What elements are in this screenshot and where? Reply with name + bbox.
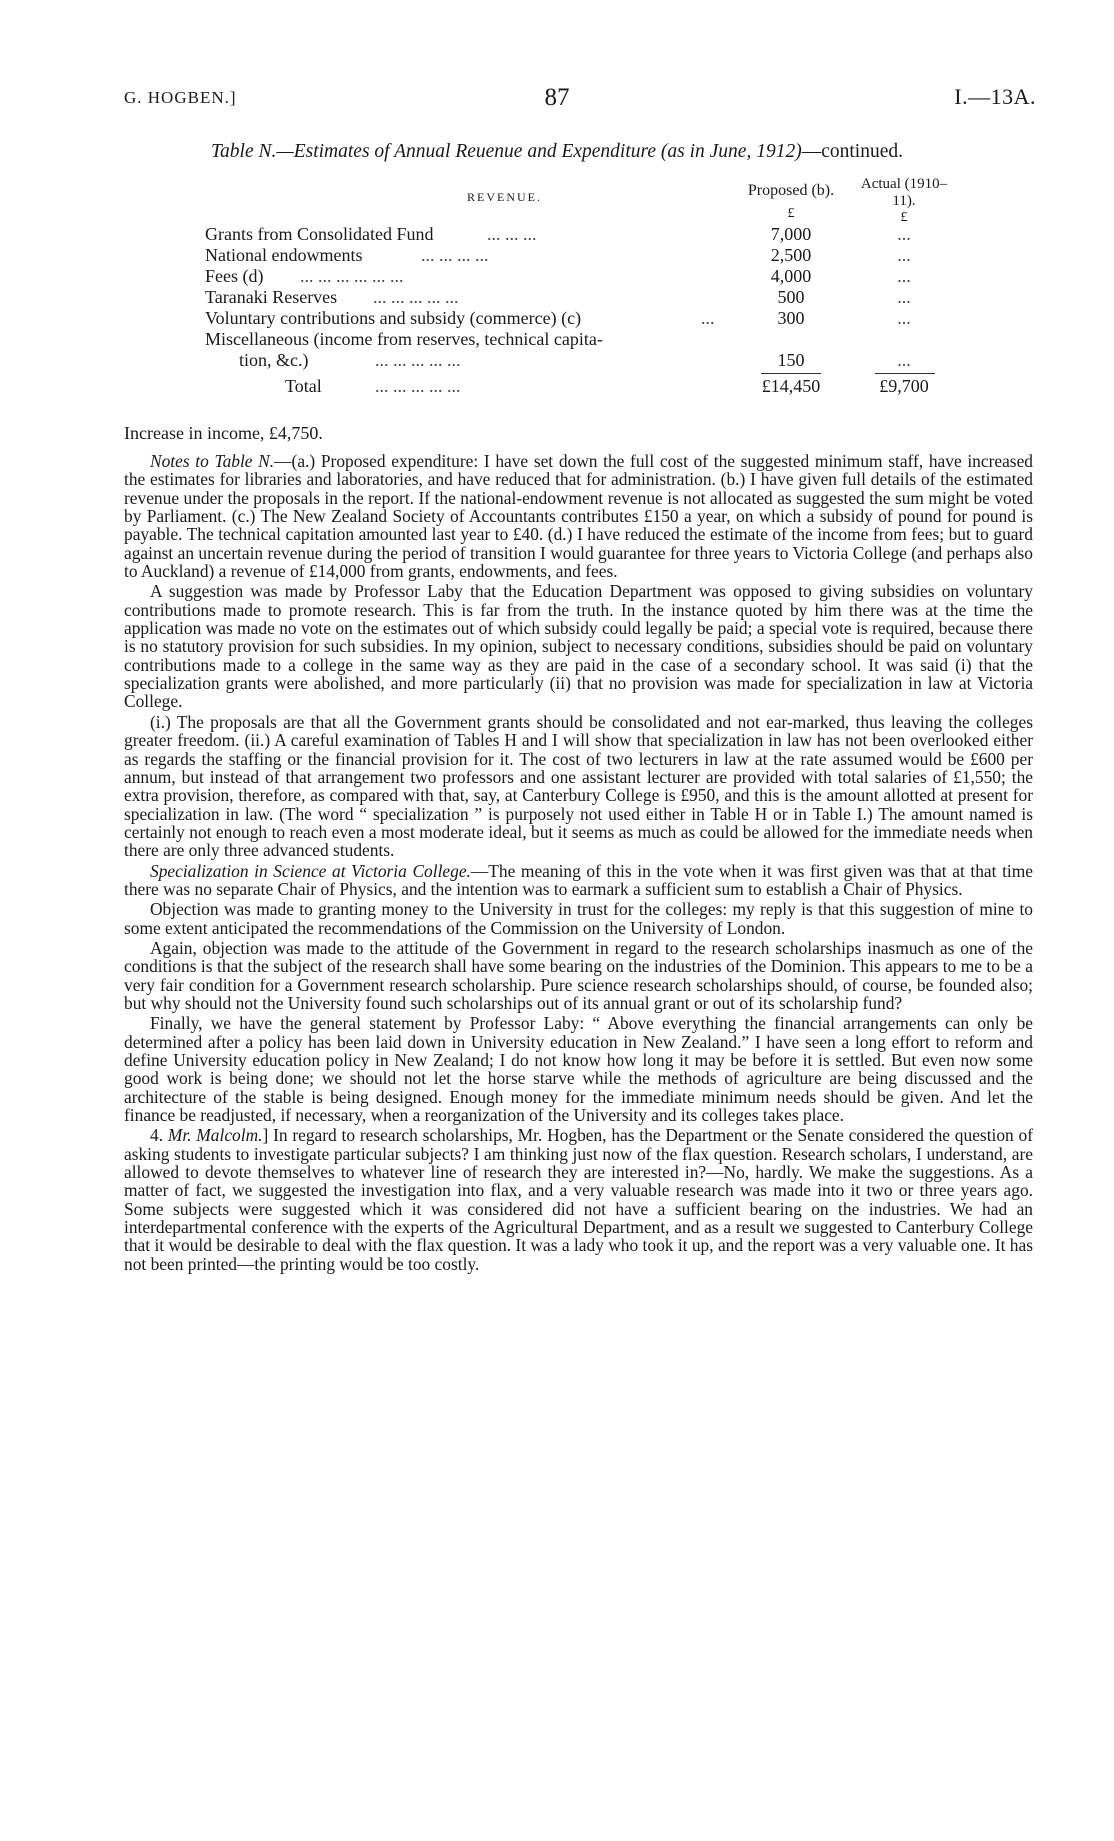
- actual-value: ...: [897, 350, 911, 370]
- actual-value: ...: [897, 287, 911, 307]
- page-number: 87: [544, 84, 570, 111]
- paragraph: Finally, we have the general statement by Professor Laby: “ Above everything the financial arrangements can only be determined after a policy has been laid down in University education in New Zealand.” I have seen a long effort to reform and define University education policy in New Zealand; I do not know how long it may be before it is settled. But even now some good work is being done; we should not let the horse starve while the methods of agriculture are being discussed and the architecture of the stable is being designed. Enough money for the immediate minimum needs should be given. And let the finance be readjusted, if necessary, when a reorganization of the University and its colleges takes place.: [124, 1013, 1033, 1126]
- row-label: Miscellaneous (income from reserves, technical capita-: [205, 329, 603, 349]
- actual-total: £9,700: [879, 376, 929, 396]
- paragraph: A suggestion was made by Professor Laby that the Education Department was opposed to giving subsidies on voluntary contributions made to promote research. This is far from the truth. In the instance quoted by him there was at the time the application was made no vote on the estimates out of which subsidy could legally be paid; a special vote is required, because there is no statutory provision for such subsidies. In my opinion, subject to necessary conditions, subsidies should be paid on voluntary contributions made to a college in the same way as they are paid in the case of a secondary school. It was said (i) that the specialization grants were abolished, and more particularly (ii) that no provision was made for specialization in law at Victoria College.: [124, 581, 1033, 712]
- table-caption-title: Table N.—Estimates of Annual Reuenue and Expenditure (as in June, 1912): [211, 141, 802, 162]
- leader-dots: ...: [701, 308, 715, 328]
- specialization-heading: Specialization in Science at Victoria College.: [150, 860, 471, 881]
- proposed-column-header: Proposed (b).: [747, 182, 835, 199]
- table-row: [205, 329, 950, 350]
- row-label: Taranaki Reserves: [205, 287, 338, 307]
- proposed-value: 2,500: [770, 245, 812, 265]
- proposed-value: 500: [777, 287, 805, 307]
- leader-dots: ... ... ... ... ... ...: [300, 266, 404, 286]
- table-row: [205, 350, 950, 371]
- leader-dots: ... ... ...: [487, 224, 537, 244]
- paragraph: (i.) The proposals are that all the Government grants should be consolidated and not ear-marked, thus leaving the colleges greater freedom. (ii.) A careful examination of Tables H and I will show that specialization in law has not been overlooked either as regards the staffing or the financial provision for it. The cost of two lecturers in law at the rate assumed would be £600 per annum, but instead of that arrangement two professors and one assistant lecturer are provided with total salaries of £1,550; the extra provision, therefore, as compared with that, say, at Canterbury College is £950, and this is the amount allotted at present for specialization in law. (The word “ specialization ” is purposely not used either in Table H or in Table I.) The amount named is certainly not enough to reach even a most moderate ideal, but it seems as much as could be allowed for the immediate needs when there are only three advanced students.: [124, 711, 1033, 861]
- table-total-row: [205, 371, 950, 401]
- table-caption-continued: —continued.: [801, 141, 903, 162]
- proposed-value: 7,000: [770, 224, 812, 244]
- actual-unit: £: [900, 210, 908, 225]
- notes-text: —(a.) Proposed expenditure: I have set down the full cost of the suggested minimum staff, have increased the estimates for libraries and laboratories, and have reduced that for administration. (b.) I have given full details of the estimated revenue under the proposals in the report. If the national-endowment revenue is not allocated as suggested the sum might be voted by Parliament. (c.) The New Zealand Society of Accountants contributes £150 a year, on which a subsidy of pound for pound is payable. The technical capitation amounted last year to £40. (d.) I have reduced the estimate of the income from fees; but to guard against an uncertain revenue during the period of transition I would guarantee for three years to Victoria College (and perhaps also to Auckland) a revenue of £14,000 from grants, endowments, and fees.: [124, 451, 1033, 582]
- row-label: tion, &c.): [239, 350, 309, 370]
- table-row: [205, 245, 950, 266]
- actual-value: ...: [897, 245, 911, 265]
- actual-value: ...: [897, 266, 911, 286]
- row-label: Fees (d): [205, 266, 264, 286]
- proposed-value: 4,000: [770, 266, 812, 286]
- leader-dots: ... ... ... ... ...: [373, 287, 459, 307]
- running-head-author: G. HOGBEN.]: [124, 88, 237, 107]
- proposed-total: £14,450: [761, 376, 821, 396]
- paragraph: Again, objection was made to the attitude of the Government in regard to the research scholarships inasmuch as one of the conditions is that the subject of the research shall have some bearing on the industries of the Dominion. This appears to me to be a very fair condition for a Government research scholarship. Pure science research scholarships should, of course, be founded also; but why should not the University found such scholarships out of its annual grant or out of its scholarship fund?: [124, 937, 1033, 1013]
- question-number: 4.: [150, 1125, 168, 1146]
- proposed-value: 150: [777, 350, 805, 370]
- specialization-text: —The meaning of this in the vote when it was first given was that at that time there was no separate Chair of Physics, and the intention was to earmark a sufficient sum to establish a Chair of Physics.: [124, 860, 1033, 899]
- revenue-column-header: REVENUE.: [467, 190, 542, 204]
- proposed-value: 300: [777, 308, 805, 328]
- total-label: Total: [285, 376, 322, 396]
- revenue-table: [205, 176, 950, 401]
- speaker-name: Mr. Malcolm.: [167, 1125, 263, 1146]
- table-row: [205, 266, 950, 287]
- leader-dots: ... ... ... ...: [421, 245, 489, 265]
- leader-dots: ... ... ... ... ...: [375, 376, 461, 396]
- table-row: [205, 308, 950, 329]
- notes-heading: Notes to Table N.: [150, 451, 275, 471]
- leader-dots: ... ... ... ... ...: [375, 350, 461, 370]
- paragraph-notes: [124, 452, 1033, 580]
- actual-value: ...: [897, 308, 911, 328]
- row-label: National endowments: [205, 245, 363, 265]
- actual-column-header: Actual (1910–11).: [860, 176, 948, 209]
- document-reference: I.—13A.: [954, 84, 1036, 109]
- table-header-row: [205, 176, 950, 224]
- question-text: ] In regard to research scholarships, Mr. Hogben, has the Department or the Senate considered the question of asking students to investigate particular subjects? I am thinking just now of the flax question. Research scholars, I understand, are allowed to devote themselves to whatever line of research they are interested in?—No, hardly. We make the suggestions. As a matter of fact, we suggested the investigation into flax, and a very valuable research was made into it two or three years ago. Some subjects were suggested which it was considered did not have a sufficient bearing on the industries. We had an interdepartmental conference with the experts of the Agricultural Department, and as a result we suggested to Canterbury College that it would be desirable to deal with the flax question. It was a lady who took it up, and the report was a very valuable one. It has not been printed—the printing would be too costly.: [124, 1125, 1034, 1274]
- paragraph: Objection was made to granting money to the University in trust for the colleges: my reply is that this suggestion of mine to some extent anticipated the recommendations of the Commission on the University of London.: [124, 899, 1033, 938]
- paragraph-question-4: [124, 1126, 1033, 1273]
- actual-value: ...: [897, 224, 911, 244]
- table-row: [205, 287, 950, 308]
- table-row: [205, 224, 950, 245]
- row-label: Grants from Consolidated Fund: [205, 224, 434, 244]
- body-text: [124, 452, 1033, 1273]
- table-caption: [0, 141, 1114, 163]
- proposed-unit: £: [787, 206, 795, 221]
- paragraph-specialization: [124, 862, 1033, 899]
- row-label: Voluntary contributions and subsidy (commerce) (c): [205, 308, 582, 328]
- increase-note: Increase in income, £4,750.: [124, 423, 323, 443]
